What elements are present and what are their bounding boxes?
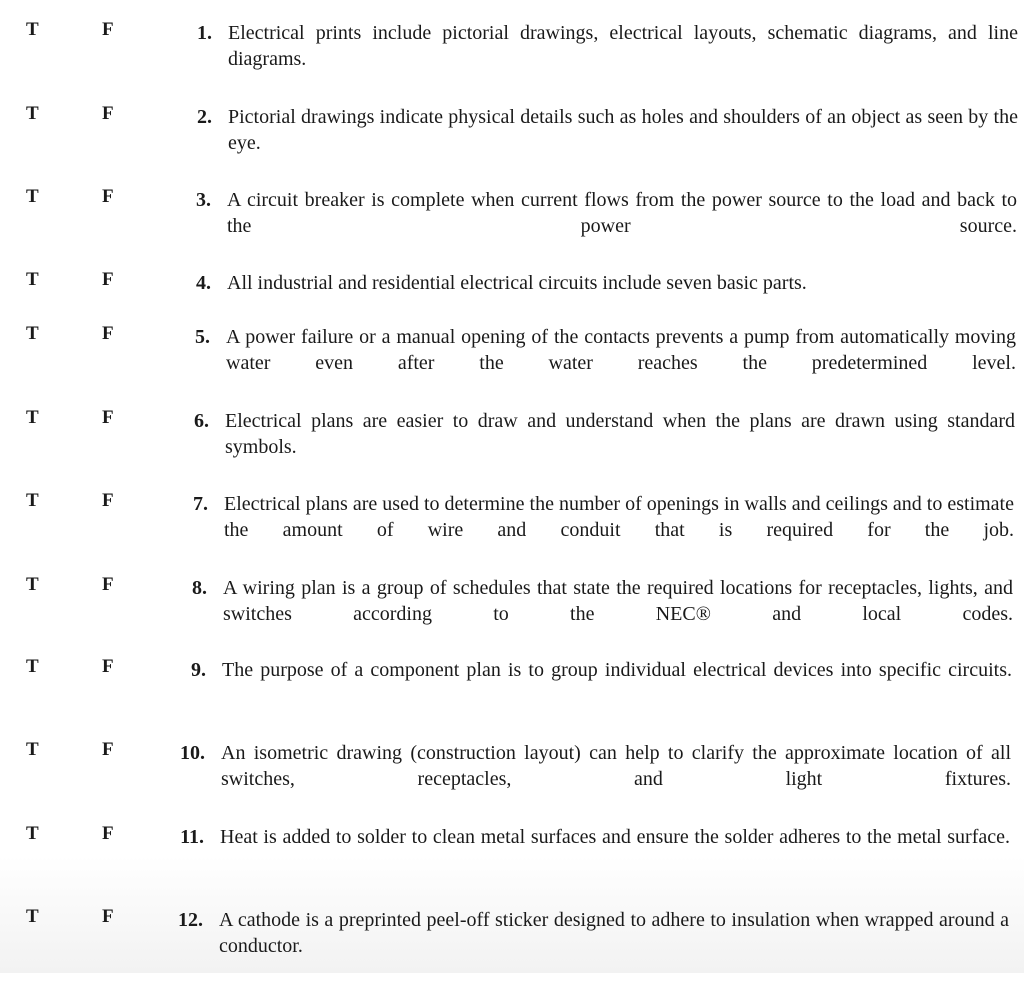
false-option[interactable]: F bbox=[102, 823, 114, 844]
question-number: 7. bbox=[193, 493, 208, 515]
question-number: 2. bbox=[197, 106, 212, 128]
question-number: 5. bbox=[195, 326, 210, 348]
question-number: 1. bbox=[197, 22, 212, 44]
true-option[interactable]: T bbox=[26, 906, 39, 927]
question-row-10 bbox=[0, 738, 1024, 808]
false-option[interactable]: F bbox=[102, 574, 114, 595]
false-option[interactable]: F bbox=[102, 656, 114, 677]
true-option[interactable]: T bbox=[26, 823, 39, 844]
question-number: 10. bbox=[180, 742, 205, 764]
question-text: Electrical plans are used to determine the number of openings in walls and ceilings and to estimate the amount of wire and conduit that is required for the job. bbox=[224, 493, 1014, 541]
question-text: A cathode is a preprinted peel-off sticker designed to adhere to insulation when wrapped around a conductor. bbox=[219, 909, 1009, 957]
true-option[interactable]: T bbox=[26, 323, 39, 344]
question-text: Electrical prints include pictorial drawings, electrical layouts, schematic diagrams, and line diagrams. bbox=[228, 22, 1018, 70]
true-option[interactable]: T bbox=[26, 103, 39, 124]
true-option[interactable]: T bbox=[26, 490, 39, 511]
question-text: All industrial and residential electrical circuits include seven basic parts. bbox=[227, 272, 807, 294]
question-number: 9. bbox=[191, 659, 206, 681]
false-option[interactable]: F bbox=[102, 906, 114, 927]
question-row-2 bbox=[0, 102, 1024, 172]
question-number: 8. bbox=[192, 577, 207, 599]
question-row-3 bbox=[0, 185, 1024, 255]
question-text: A circuit breaker is complete when current flows from the power source to the load and back to the power source. bbox=[227, 189, 1017, 237]
question-text: The purpose of a component plan is to group individual electrical devices into specific circuits. bbox=[222, 659, 1012, 681]
true-option[interactable]: T bbox=[26, 269, 39, 290]
question-text: Heat is added to solder to clean metal surfaces and ensure the solder adheres to the metal surface. bbox=[220, 826, 1010, 848]
true-option[interactable]: T bbox=[26, 574, 39, 595]
question-text: An isometric drawing (construction layout) can help to clarify the approximate location of all switches, receptacles, and light fixtures. bbox=[221, 742, 1011, 790]
question-number: 4. bbox=[196, 272, 211, 294]
question-row-8 bbox=[0, 573, 1024, 643]
false-option[interactable]: F bbox=[102, 186, 114, 207]
false-option[interactable]: F bbox=[102, 490, 114, 511]
question-row-7 bbox=[0, 489, 1024, 559]
false-option[interactable]: F bbox=[102, 269, 114, 290]
true-option[interactable]: T bbox=[26, 407, 39, 428]
question-text: Pictorial drawings indicate physical details such as holes and shoulders of an object as seen by the eye. bbox=[228, 106, 1018, 154]
question-number: 11. bbox=[180, 826, 204, 848]
question-row-12 bbox=[0, 905, 1024, 975]
question-row-9 bbox=[0, 655, 1024, 725]
true-option[interactable]: T bbox=[26, 186, 39, 207]
question-row-5 bbox=[0, 322, 1024, 392]
question-number: 6. bbox=[194, 410, 209, 432]
false-option[interactable]: F bbox=[102, 323, 114, 344]
question-text: A power failure or a manual opening of the contacts prevents a pump from automatically moving water even after the water reaches the predetermined level. bbox=[226, 326, 1016, 374]
false-option[interactable]: F bbox=[102, 407, 114, 428]
false-option[interactable]: F bbox=[102, 739, 114, 760]
false-option[interactable]: F bbox=[102, 103, 114, 124]
question-text: Electrical plans are easier to draw and understand when the plans are drawn using standard symbols. bbox=[225, 410, 1015, 458]
question-text: A wiring plan is a group of schedules that state the required locations for receptacles, lights, and switches according to the NEC® and local codes. bbox=[223, 577, 1013, 625]
question-row-1 bbox=[0, 18, 1024, 88]
question-number: 3. bbox=[196, 189, 211, 211]
false-option[interactable]: F bbox=[102, 19, 114, 40]
question-row-6 bbox=[0, 406, 1024, 476]
true-option[interactable]: T bbox=[26, 19, 39, 40]
true-option[interactable]: T bbox=[26, 656, 39, 677]
true-option[interactable]: T bbox=[26, 739, 39, 760]
question-row-11 bbox=[0, 822, 1024, 892]
question-number: 12. bbox=[178, 909, 203, 931]
